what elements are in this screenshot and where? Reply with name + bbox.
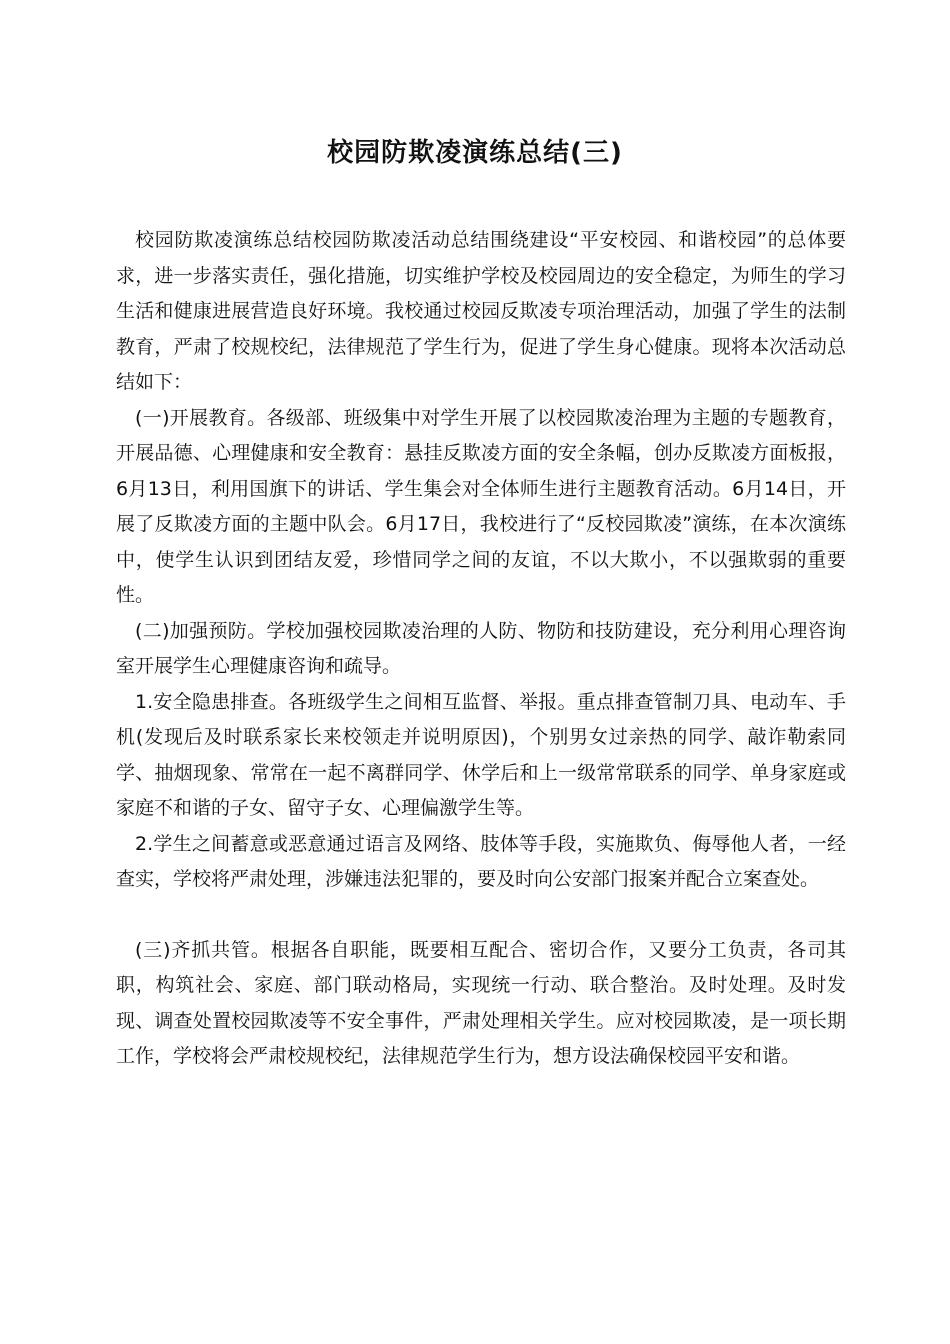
- section-3-paragraph: (三)齐抓共管。根据各自职能，既要相互配合、密切合作，又要分工负责，各司其职，构筑社会、家庭、部门联动格局，实现统一行动、联合整治。及时处理。及时发现、调查处置校园欺凌等不安全事件，严肃处理相关学生。应对校园欺凌，是一项长期工作，学校将会严肃校规校纪，法律规范学生行为，想方设法确保校园平安和谐。: [116, 938, 846, 1067]
- section-2-item-1-paragraph: 1.安全隐患排查。各班级学生之间相互监督、举报。重点排查管制刀具、电动车、手机(发现后及时联系家长来校领走并说明原因)，个别男女过亲热的同学、敲诈勒索同学、抽烟现象、常常在一起不离群同学、休学后和上一级常常联系的同学、单身家庭或家庭不和谐的子女、留守子女、心理偏激学生等。: [116, 690, 846, 819]
- intro-paragraph: 校园防欺凌演练总结校园防欺凌活动总结围绕建设“平安校园、和谐校园”的总体要求，进一步落实责任，强化措施，切实维护学校及校园周边的安全稳定，为师生的学习生活和健康进展营造良好环境。我校通过校园反欺凌专项治理活动，加强了学生的法制教育，严肃了校规校纪，法律规范了学生行为，促进了学生身心健康。现将本次活动总结如下：: [116, 229, 846, 393]
- section-2-paragraph: (二)加强预防。学校加强校园欺凌治理的人防、物防和技防建设，充分利用心理咨询室开展学生心理健康咨询和疏导。: [116, 619, 846, 677]
- section-1-paragraph: (一)开展教育。各级部、班级集中对学生开展了以校园欺凌治理为主题的专题教育，开展品德、心理健康和安全教育：悬挂反欺凌方面的安全条幅，创办反欺凌方面板报，6月13日，利用国旗下的讲话、学生集会对全体师生进行主题教育活动。6月14日，开展了反欺凌方面的主题中队会。6月17日，我校进行了“反校园欺凌”演练，在本次演练中，使学生认识到团结友爱，珍惜同学之间的友谊，不以大欺小，不以强欺弱的重要性。: [116, 406, 846, 606]
- document-title: 校园防欺凌演练总结(三): [327, 138, 623, 168]
- document-body: [116, 223, 846, 1075]
- section-2-item-2-paragraph: 2.学生之间蓄意或恶意通过语言及网络、肢体等手段，实施欺负、侮辱他人者，一经查实，学校将严肃处理，涉嫌违法犯罪的，要及时向公安部门报案并配合立案查处。: [116, 832, 846, 890]
